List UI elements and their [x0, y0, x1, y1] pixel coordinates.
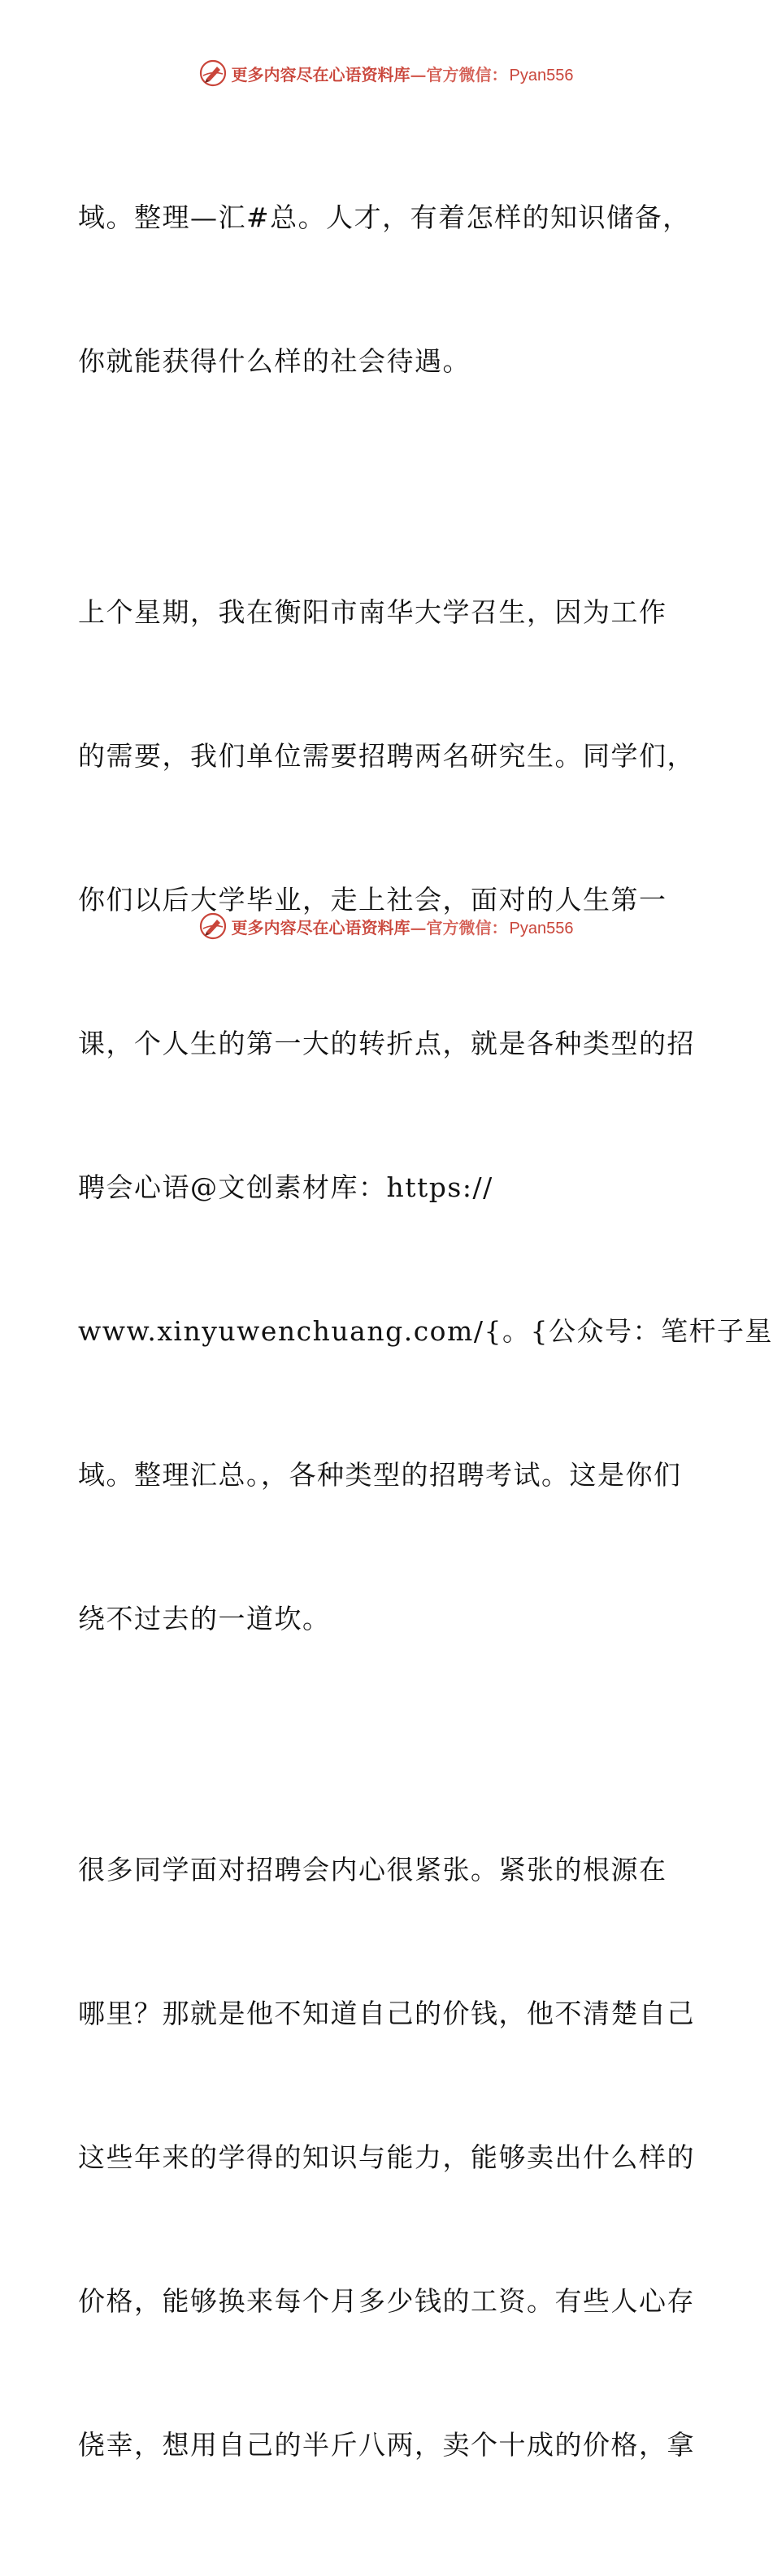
text-line: 侥幸，想用自己的半斤八两，卖个十成的价格，拿	[78, 2429, 695, 2461]
footer-banner-inner	[199, 912, 574, 940]
text-line: 很多同学面对招聘会内心很紧张。紧张的根源在	[78, 1854, 667, 1885]
text-line: www.xinyuwenchuang.com/{。{公众号：笔杆子星	[78, 1315, 773, 1347]
text-line: 的需要，我们单位需要招聘两名研究生。同学们，	[78, 740, 695, 772]
text-line: 域。整理—汇#总。人才，有着怎样的知识储备，	[78, 201, 691, 233]
text-line: 价格，能够换来每个月多少钱的工资。有些人心存	[78, 2285, 695, 2317]
header-banner-wechat-label: 官方微信：	[426, 64, 508, 84]
text-line: 你就能获得什么样的社会待遇。	[78, 345, 471, 377]
paragraph-3	[78, 1750, 696, 2565]
document-body	[78, 97, 773, 2576]
footer-banner-separator: —	[410, 917, 427, 937]
header-banner-main: 更多内容尽在心语资料库	[231, 64, 410, 84]
header-banner	[0, 55, 772, 91]
pen-logo-icon	[199, 59, 227, 87]
text-line: 上个星期，我在衡阳市南华大学召生，因为工作	[78, 596, 667, 628]
text-line: 哪里？那就是他不知道自己的价钱，他不清楚自己	[78, 1998, 695, 2029]
text-line: 这些年来的学得的知识与能力，能够卖出什么样的	[78, 2141, 695, 2173]
header-banner-text	[232, 62, 574, 85]
text-line: 绕不过去的一道坎。	[78, 1603, 331, 1634]
header-banner-separator: —	[410, 64, 427, 84]
footer-banner-wechat-label: 官方微信：	[426, 917, 508, 937]
pen-logo-icon	[199, 912, 227, 940]
paragraph-2	[78, 492, 773, 1738]
text-line: 你们以后大学毕业，走上社会，面对的人生第一	[78, 884, 667, 916]
footer-banner	[0, 908, 772, 944]
header-banner-wechat-id: Pyan556	[509, 66, 574, 84]
header-banner-inner	[199, 59, 574, 87]
text-line: 课，个人生的第一大的转折点，就是各种类型的招	[78, 1028, 695, 1059]
paragraph-1	[78, 97, 696, 481]
text-line: 聘会心语@文创素材库：https://	[78, 1171, 493, 1203]
footer-banner-wechat-id: Pyan556	[509, 919, 574, 937]
footer-banner-main: 更多内容尽在心语资料库	[231, 917, 410, 937]
text-line: 域。整理汇总。，各种类型的招聘考试。这是你们	[78, 1459, 682, 1491]
footer-banner-text	[232, 915, 574, 938]
